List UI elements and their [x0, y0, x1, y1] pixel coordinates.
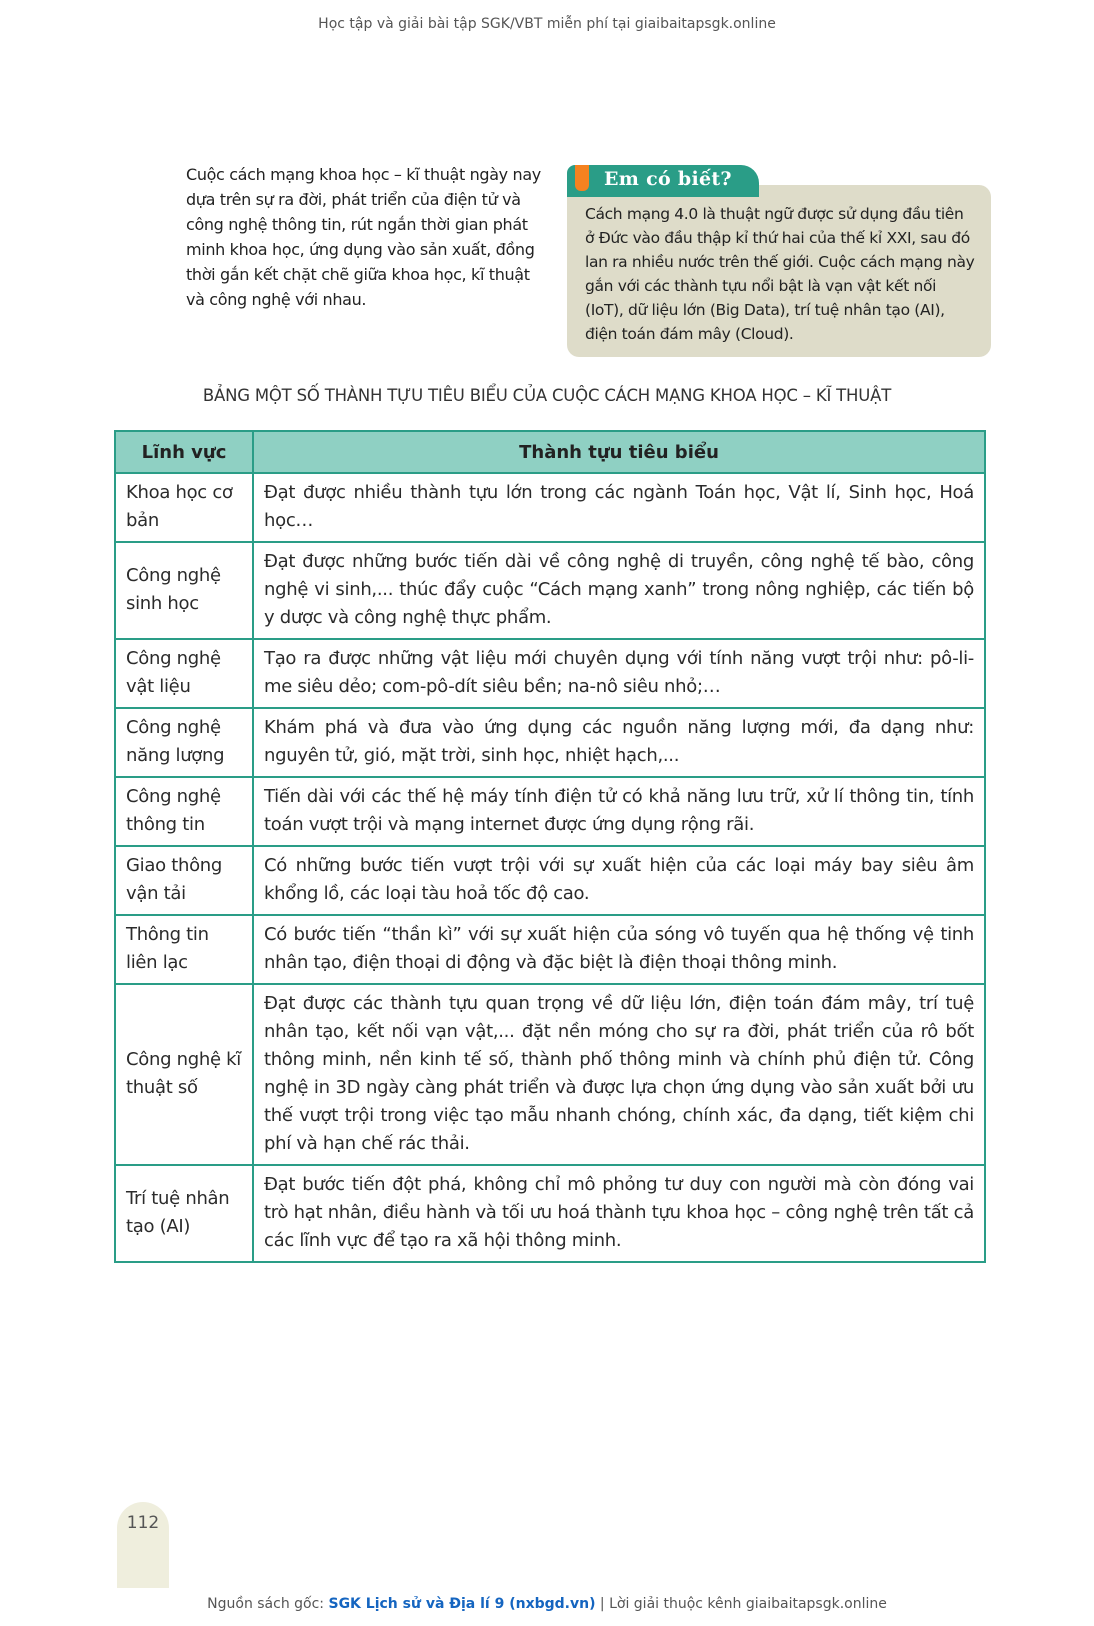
table-row: [115, 984, 985, 1165]
table-row: [115, 915, 985, 984]
field-cell: Trí tuệ nhân tạo (AI): [115, 1165, 253, 1262]
table-header-row: [115, 431, 985, 473]
table-row: [115, 846, 985, 915]
table-row: [115, 473, 985, 542]
footer-prefix: Nguồn sách gốc:: [207, 1596, 329, 1612]
achievement-cell: Đạt bước tiến đột phá, không chỉ mô phỏng tư duy con người mà còn đóng vai trò hạt nhân, điều hành và tối ưu hoá thành tựu khoa học – công nghệ trên tất cả các lĩnh vực để tạo ra xã hội thông minh.: [253, 1165, 985, 1262]
table-row: [115, 1165, 985, 1262]
did-you-know-title: Em có biết?: [604, 168, 732, 190]
achievement-cell: Đạt được những bước tiến dài về công nghệ di truyền, công nghệ tế bào, công nghệ vi sinh,... thúc đẩy cuộc “Cách mạng xanh” trong nông nghiệp, các tiến bộ y dược và công nghệ thực phẩm.: [253, 542, 985, 639]
achievement-cell: Tiến dài với các thế hệ máy tính điện tử có khả năng lưu trữ, xử lí thông tin, tính toán vượt trội và mạng internet được ứng dụng rộng rãi.: [253, 777, 985, 846]
achievements-table: [114, 430, 986, 1263]
achievement-cell: Đạt được các thành tựu quan trọng về dữ liệu lớn, điện toán đám mây, trí tuệ nhân tạo, kết nối vạn vật,... đặt nền móng cho sự ra đời, phát triển của rô bốt thông minh, nền kinh tế số, thành phố thông minh và chính phủ điện tử. Công nghệ in 3D ngày càng phát triển và được lựa chọn ứng dụng vào sản xuất bởi ưu thế vượt trội trong việc tạo mẫu nhanh chóng, chính xác, đa dạng, tiết kiệm chi phí và hạn chế rác thải.: [253, 984, 985, 1165]
achievement-cell: Có những bước tiến vượt trội với sự xuất hiện của các loại máy bay siêu âm khổng lồ, các loại tàu hoả tốc độ cao.: [253, 846, 985, 915]
table-title: BẢNG MỘT SỐ THÀNH TỰU TIÊU BIỂU CỦA CUỘC CÁCH MẠNG KHOA HỌC – KĨ THUẬT: [202, 386, 892, 405]
field-cell: Khoa học cơ bản: [115, 473, 253, 542]
achievement-cell: Tạo ra được những vật liệu mới chuyên dụng với tính năng vượt trội như: pô-li-me siêu dẻo; com-pô-dít siêu bền; na-nô siêu nhỏ;…: [253, 639, 985, 708]
bookmark-icon: [575, 165, 589, 191]
field-cell: Công nghệ sinh học: [115, 542, 253, 639]
page-number: 112: [126, 1513, 160, 1533]
achievement-cell: Khám phá và đưa vào ứng dụng các nguồn năng lượng mới, đa dạng như: nguyên tử, gió, mặt trời, sinh học, nhiệt hạch,...: [253, 708, 985, 777]
site-footer: [0, 1596, 1094, 1612]
table-row: [115, 777, 985, 846]
field-cell: Công nghệ kĩ thuật số: [115, 984, 253, 1165]
did-you-know-text: Cách mạng 4.0 là thuật ngữ được sử dụng đầu tiên ở Đức vào đầu thập kỉ thứ hai của thế kỉ XXI, sau đó lan ra nhiều nước trên thế giới. Cuộc cách mạng này gắn với các thành tựu nổi bật là vạn vật kết nối (IoT), dữ liệu lớn (Big Data), trí tuệ nhân tạo (AI), điện toán đám mây (Cloud).: [585, 205, 975, 343]
field-cell: Công nghệ thông tin: [115, 777, 253, 846]
field-cell: Thông tin liên lạc: [115, 915, 253, 984]
achievement-cell: Có bước tiến “thần kì” với sự xuất hiện của sóng vô tuyến qua hệ thống vệ tinh nhân tạo, điện thoại di động và đặc biệt là điện thoại thông minh.: [253, 915, 985, 984]
footer-suffix: | Lời giải thuộc kênh giaibaitapsgk.online: [595, 1596, 887, 1612]
site-header: Học tập và giải bài tập SGK/VBT miễn phí tại giaibaitapsgk.online: [318, 16, 776, 32]
column-header-achievement: Thành tựu tiêu biểu: [253, 431, 985, 473]
field-cell: Công nghệ năng lượng: [115, 708, 253, 777]
source-link[interactable]: SGK Lịch sử và Địa lí 9 (nxbgd.vn): [328, 1596, 596, 1612]
achievement-cell: Đạt được nhiều thành tựu lớn trong các ngành Toán học, Vật lí, Sinh học, Hoá học…: [253, 473, 985, 542]
table-row: [115, 708, 985, 777]
field-cell: Công nghệ vật liệu: [115, 639, 253, 708]
intro-paragraph: Cuộc cách mạng khoa học – kĩ thuật ngày nay dựa trên sự ra đời, phát triển của điện tử và công nghệ thông tin, rút ngắn thời gian phát minh khoa học, ứng dụng vào sản xuất, đồng thời gắn kết chặt chẽ giữa khoa học, kĩ thuật và công nghệ với nhau.: [186, 165, 541, 309]
field-cell: Giao thông vận tải: [115, 846, 253, 915]
column-header-field: Lĩnh vực: [115, 431, 253, 473]
table-row: [115, 542, 985, 639]
table-row: [115, 639, 985, 708]
